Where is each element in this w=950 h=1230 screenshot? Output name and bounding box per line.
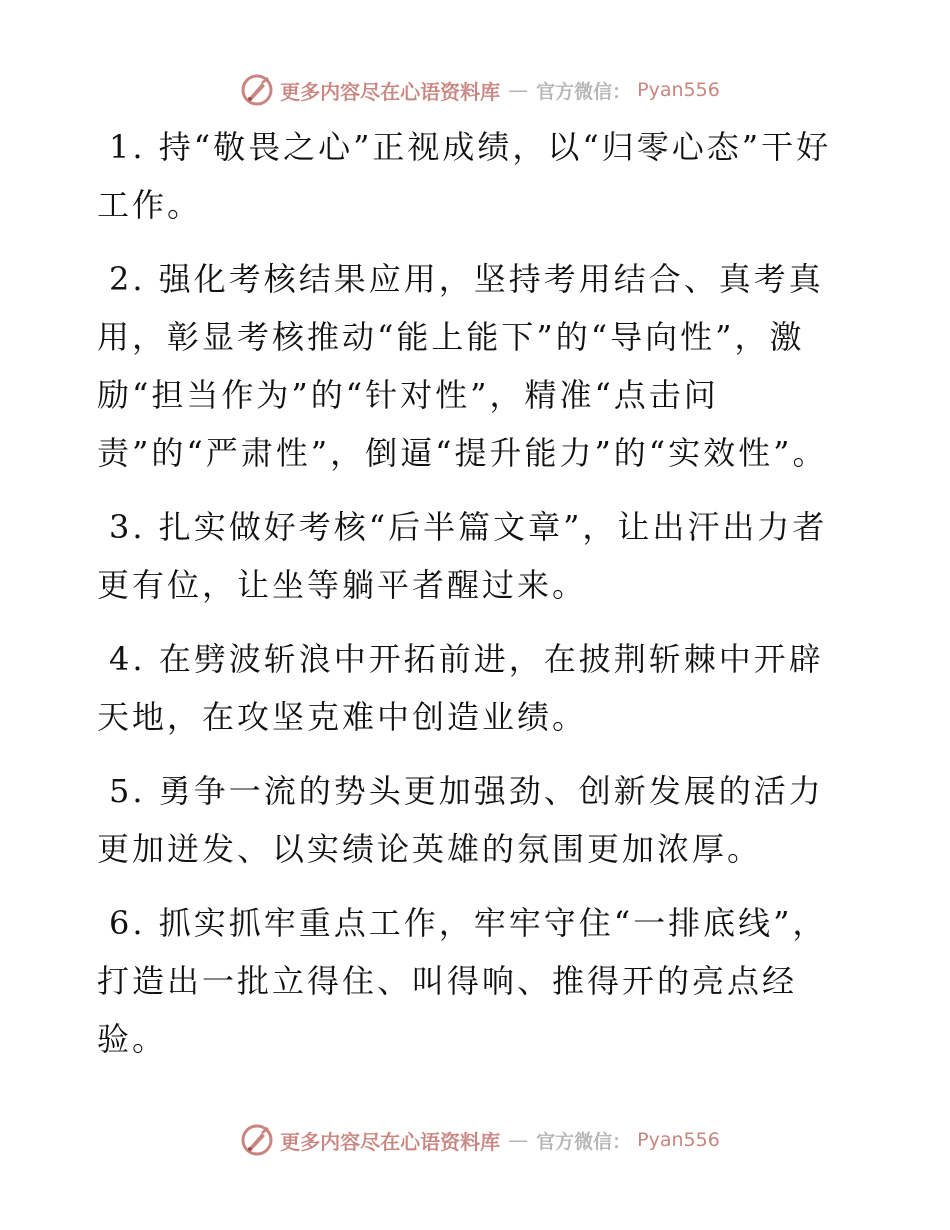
header-brand-text: 更多内容尽在心语资料库 [280,79,501,104]
list-item-3: 3. 扎实做好考核“后半篇文章”，让出汗出力者更有位，让坐等躺平者醒过来。 [97,508,828,604]
list-item-2: 2. 强化考核结果应用，坚持考用结合、真考真用，彰显考核推动“能上能下”的“导向性”，激励“担当作为”的“针对性”，精准“点击问责”的“严肃性”，倒逼“提升能力”的“实效性”。 [97,260,828,472]
list-item-5: 5. 勇争一流的势头更加强劲、创新发展的活力更加迸发、以实绩论英雄的氛围更加浓厚。 [97,772,824,868]
header-banner [0,70,950,110]
footer-wechat-id: Pyan556 [637,1129,720,1151]
footer-banner-content [240,1123,720,1157]
list-item-4: 4. 在劈波斩浪中开拓前进，在披荆斩棘中开辟天地，在攻坚克难中创造业绩。 [97,640,824,736]
header-wechat-id: Pyan556 [637,79,720,101]
footer-banner [0,1120,950,1160]
footer-wechat-label: 官方微信： [536,1130,632,1153]
pen-logo-icon [240,1123,274,1157]
header-separator: — [508,78,529,102]
list-item-1: 1. 持“敬畏之心”正视成绩，以“归零心态”干好工作。 [97,128,832,224]
header-banner-content [240,73,720,107]
pen-logo-icon [240,73,274,107]
header-wechat-label: 官方微信： [536,80,632,103]
footer-brand-text: 更多内容尽在心语资料库 [280,1129,501,1154]
list-item-6: 6. 抓实抓牢重点工作，牢牢守住“一排底线”，打造出一批立得住、叫得响、推得开的亮点经验。 [97,904,828,1058]
footer-separator: — [508,1128,529,1152]
document-body [97,118,857,1084]
